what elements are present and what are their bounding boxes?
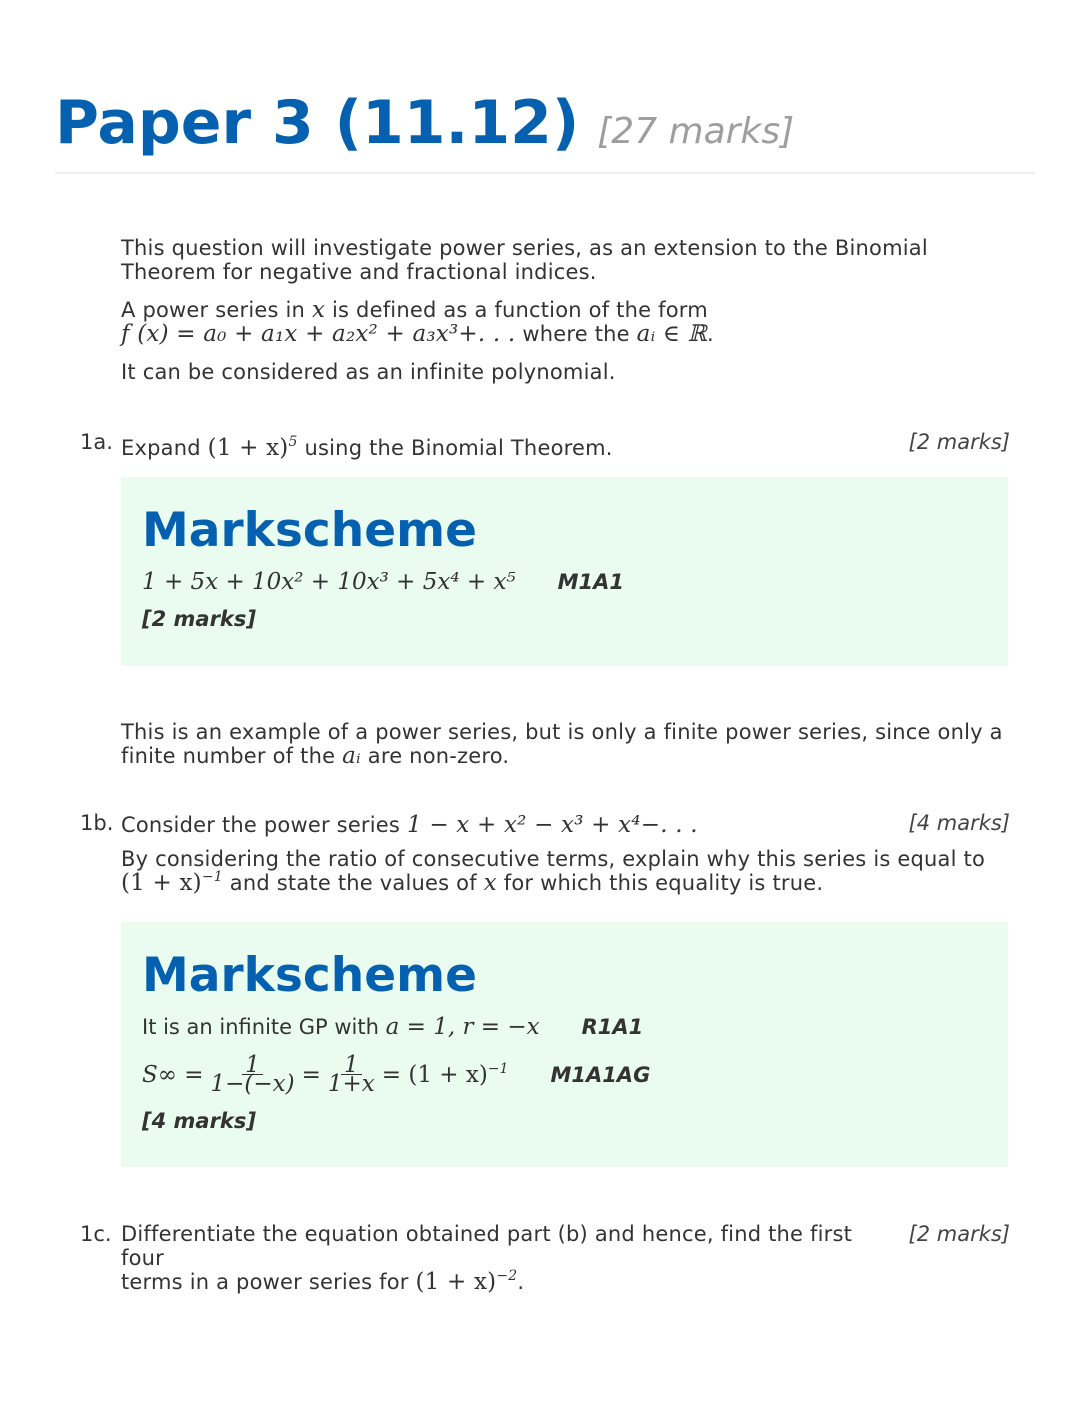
power-series-formula: f (x) = a₀ + a₁x + a₂x² + a₃x³+. . . [121, 321, 516, 347]
intro-paragraph-1: This question will investigate power series, as an extension to the Binomial Theorem for negative and fractional indices. [121, 236, 928, 284]
question-text: terms in a power series for [121, 1270, 409, 1294]
total-marks: [27 marks] [597, 111, 795, 152]
question-text: By considering the ratio of consecutive terms, explain why this series is equal to [121, 847, 985, 871]
markscheme-line [142, 567, 987, 597]
question-number-1a: 1a. [80, 430, 113, 454]
math-var: x [311, 297, 326, 323]
markscheme-line [142, 1052, 987, 1097]
markscheme-1b [121, 922, 1008, 1167]
question-text: Consider the power series [121, 813, 401, 837]
markscheme-line [142, 1012, 987, 1042]
question-text: using the Binomial Theorem. [304, 436, 613, 460]
markscheme-title: Markscheme [142, 503, 477, 558]
math-var: aᵢ [342, 743, 361, 769]
question-text: Differentiate the equation obtained part (b) and hence, find the first four [121, 1222, 853, 1270]
question-text: Expand [121, 436, 201, 460]
fraction: $\frac{1}{1-(-x)}$ [210, 1052, 295, 1097]
markscheme-marks: [2 marks] [142, 607, 256, 631]
markscheme-expression: a = 1, r = −x [385, 1014, 540, 1040]
intro-text: is defined as a function of the form [332, 298, 708, 322]
question-marks-1a: [2 marks] [908, 430, 1010, 454]
math-expression: 1 − x + x² − x³ + x⁴−. . . [406, 812, 698, 838]
body-text: are non-zero. [367, 744, 510, 768]
question-text: and state the values of [229, 871, 477, 895]
markscheme-text: It is an infinite GP with [142, 1015, 379, 1039]
math-expression: $(1 + x)^{-1}$ [121, 869, 223, 896]
math-condition: aᵢ ∈ ℝ [636, 321, 707, 347]
intro-text: where the [522, 322, 630, 346]
question-marks-1c: [2 marks] [908, 1222, 1010, 1246]
question-marks-1b: [4 marks] [908, 811, 1010, 835]
fraction: $\frac{1}{1+x}$ [327, 1052, 375, 1097]
intro-paragraph-2 [121, 298, 1011, 346]
award-code: R1A1 [581, 1015, 644, 1039]
markscheme-1a [121, 477, 1008, 666]
intro-paragraph-3: It can be considered as an infinite polynomial. [121, 360, 616, 384]
interlude-text [121, 720, 1011, 768]
math-expression: = $(1 + x)^{-1}$ [381, 1060, 509, 1088]
award-code: M1A1 [557, 570, 625, 594]
question-text: for which this equality is true. [503, 871, 824, 895]
markscheme-marks: [4 marks] [142, 1109, 256, 1133]
markscheme-title: Markscheme [142, 948, 477, 1003]
body-text: This is an example of a power series, but is only a finite power series, since only a finite number of the [121, 720, 1003, 768]
question-1a-text [121, 436, 881, 460]
page-title: Paper 3 (11.12) [55, 88, 580, 158]
intro-section [121, 236, 1011, 398]
question-number-1c: 1c. [80, 1222, 112, 1246]
math-expression: $(1 + x)^{-2}$ [415, 1268, 518, 1295]
math-var: x [483, 870, 497, 896]
intro-text: . [706, 322, 714, 346]
math-equals: = [301, 1061, 321, 1088]
page-header [55, 88, 1035, 174]
award-code: M1A1AG [550, 1062, 651, 1087]
intro-text: A power series in [121, 298, 306, 322]
question-1b-text [121, 813, 1011, 909]
markscheme-expression: 1 + 5x + 10x² + 10x³ + 5x⁴ + x⁵ [142, 569, 516, 595]
sum-infinity: S∞ = [142, 1061, 204, 1088]
question-1c-text [121, 1222, 901, 1294]
question-number-1b: 1b. [80, 811, 114, 835]
question-text: . [517, 1270, 525, 1294]
math-expression: $(1 + x)^5$ [207, 434, 298, 461]
